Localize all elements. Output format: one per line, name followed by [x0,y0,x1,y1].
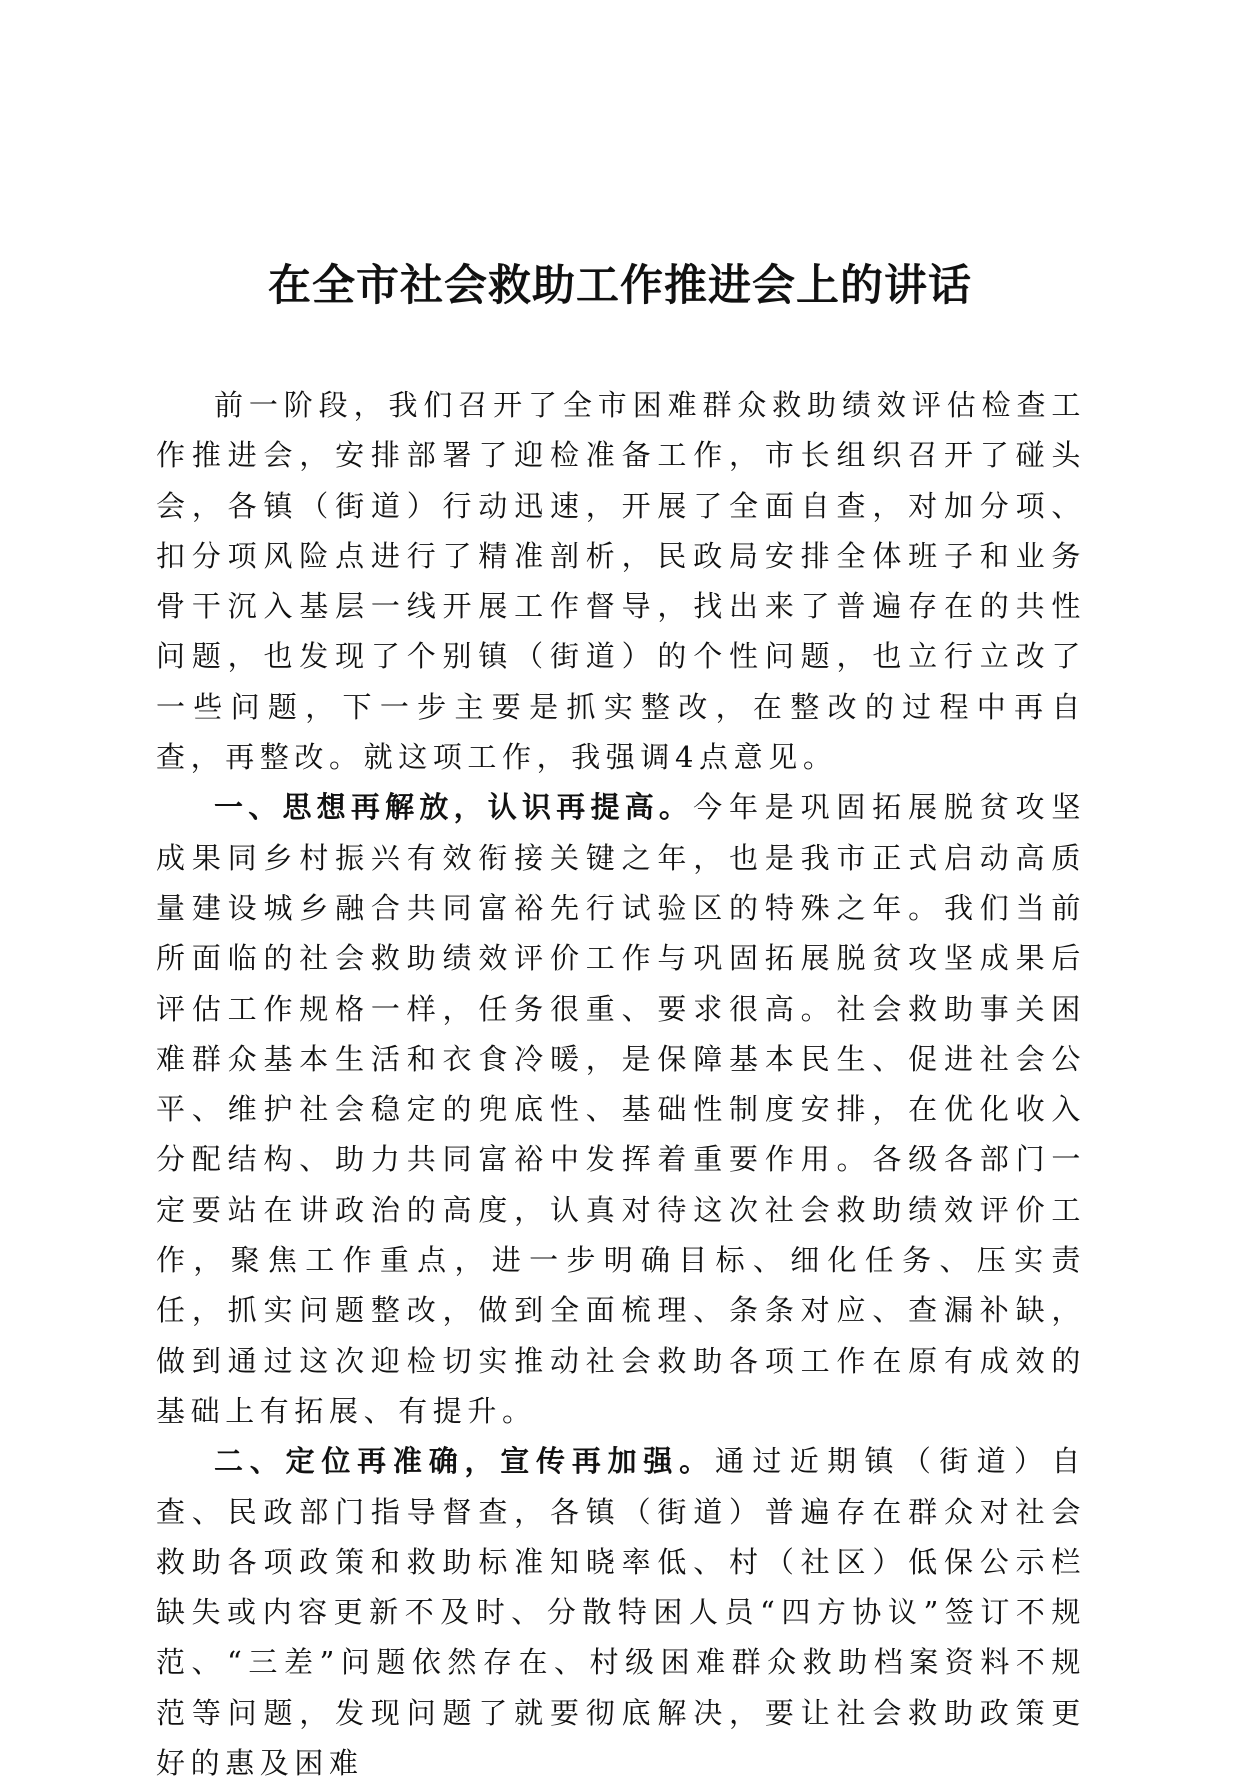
section-text-1: 今年是巩固拓展脱贫攻坚成果同乡村振兴有效衔接关键之年，也是我市正式启动高质量建设城乡融合共同富裕先行试验区的特殊之年。我们当前所面临的社会救助绩效评价工作与巩固拓展脱贫攻坚成果后评估工作规格一样，任务很重、要求很高。社会救助事关困难群众基本生活和衣食冷暖，是保障基本民生、促进社会公平、维护社会稳定的兜底性、基础性制度安排，在优化收入分配结构、助力共同富裕中发挥着重要作用。各级各部门一定要站在讲政治的高度，认真对待这次社会救助绩效评价工作，聚焦工作重点，进一步明确目标、细化任务、压实责任，抓实问题整改，做到全面梳理、条条对应、查漏补缺，做到通过这次迎检切实推动社会救助各项工作在原有成效的基础上有拓展、有提升。 [156,790,1086,1428]
document-title: 在全市社会救助工作推进会上的讲话 [268,261,972,311]
intro-paragraph: 前一阶段，我们召开了全市困难群众救助绩效评估检查工作推进会，安排部署了迎检准备工作，市长组织召开了碰头会，各镇（街道）行动迅速，开展了全面自查，对加分项、扣分项风险点进行了精准剖析，民政局安排全体班子和业务骨干沉入基层一线开展工作督导，找出来了普遍存在的共性问题，也发现了个别镇（街道）的个性问题，也立行立改了一些问题，下一步主要是抓实整改，在整改的过程中再自查，再整改。就这项工作，我强调4点意见。 [156,388,1086,775]
document-body [156,380,1086,1788]
section-paragraph-1 [156,782,1086,1436]
section-text-2: 通过近期镇（街道）自查、民政部门指导督查，各镇（街道）普遍存在群众对社会救助各项政策和救助标准知晓率低、村（社区）低保公示栏缺失或内容更新不及时、分散特困人员“四方协议”签订不规范、“三差”问题依然存在、村级困难群众救助档案资料不规范等问题，发现问题了就要彻底解决，要让社会救助政策更好的惠及困难 [156,1444,1086,1781]
section-paragraph-2 [156,1436,1086,1788]
section-heading-1: 一、思想再解放，认识再提高。 [214,790,694,825]
section-heading-2: 二、定位再准确，宣传再加强。 [214,1444,715,1479]
